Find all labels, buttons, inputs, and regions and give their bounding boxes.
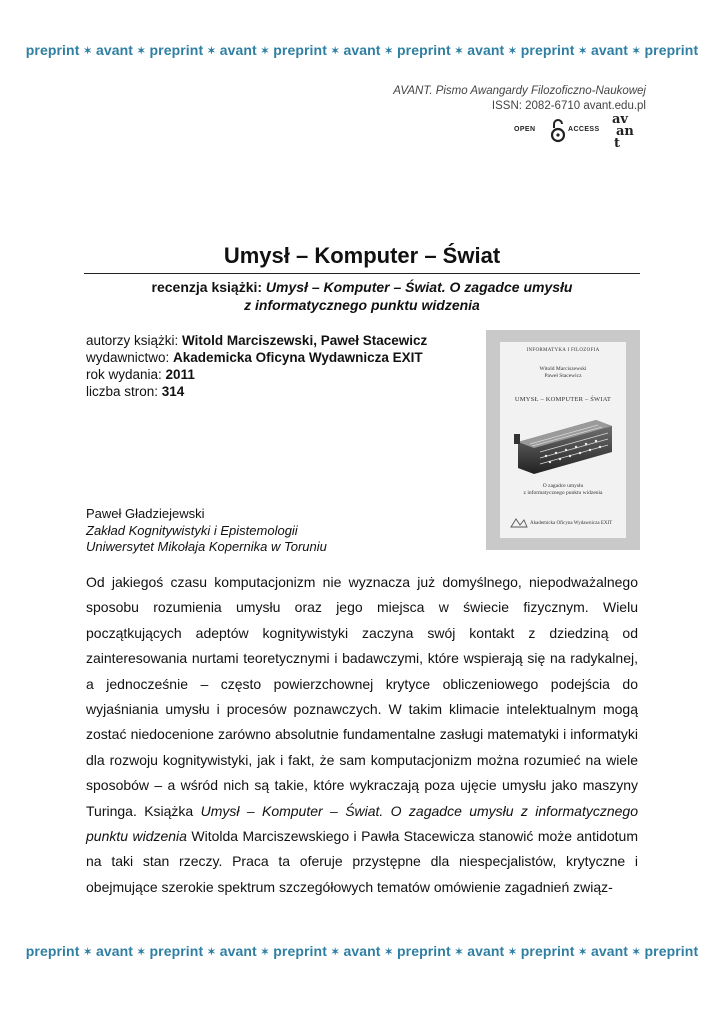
star-icon: ✶ (260, 947, 270, 958)
star-icon: ✶ (83, 947, 92, 958)
banner-word: preprint (397, 42, 451, 58)
pages-label: liczba stron: (86, 384, 162, 399)
star-icon: ✶ (384, 947, 394, 958)
subtitle-book-title-line2: z informatycznego punktu widzenia (244, 297, 480, 313)
star-icon: ✶ (83, 46, 92, 57)
avant-logo-line: t (614, 136, 621, 151)
star-icon: ✶ (137, 947, 146, 958)
banner-word: avant (95, 943, 134, 959)
cover-subtitle-line: O zagadce umysłu (542, 483, 584, 489)
star-icon: ✶ (454, 46, 464, 57)
banner-word: avant (467, 42, 505, 58)
preprint-banner-top (0, 42, 724, 58)
banner-word: preprint (25, 42, 80, 58)
publisher-label: wydawnictwo: (86, 350, 174, 365)
banner-word: avant (467, 943, 505, 959)
authors-label: autorzy książki: (86, 333, 183, 348)
banner-word: avant (343, 943, 381, 959)
star-icon: ✶ (508, 46, 517, 57)
exit-publisher-logo-icon (510, 517, 528, 529)
pages-value: 314 (161, 384, 185, 399)
avant-logo-line: av (612, 112, 628, 127)
star-icon: ✶ (207, 46, 216, 57)
open-access-right-text: ACCESS (568, 126, 600, 133)
avant-logo (612, 114, 644, 154)
star-icon: ✶ (454, 947, 464, 958)
book-cover-image (486, 330, 640, 550)
open-access-logo (514, 112, 644, 154)
banner-word: preprint (644, 943, 699, 959)
banner-word: preprint (149, 42, 204, 58)
review-subtitle (84, 278, 640, 314)
review-body-paragraph (86, 570, 638, 900)
reviewer-university: Uniwersytet Mikołaja Kopernika w Toruniu (86, 539, 327, 554)
banner-word: avant (343, 42, 381, 58)
star-icon: ✶ (137, 46, 146, 57)
banner-word: avant (219, 943, 257, 959)
reviewer-department: Zakład Kognitywistyki i Epistemologii (86, 522, 298, 538)
banner-word: preprint (273, 42, 327, 58)
open-lock-icon (551, 118, 565, 144)
banner-word: preprint (273, 943, 327, 959)
star-icon: ✶ (384, 46, 394, 57)
cover-author: Paweł Stacewicz (544, 373, 582, 379)
reviewer-name: Paweł Gładziejewski (86, 506, 205, 521)
book-cover-page (500, 342, 626, 538)
year-label: rok wydania: (86, 367, 166, 382)
journal-name: AVANT. Pismo Awangardy Filozoficzno-Naukowej (393, 85, 646, 97)
body-book-title: Umysł – Komputer – Świat. O zagadce umysłu z informatycznego punktu widzenia (86, 802, 639, 845)
star-icon: ✶ (578, 947, 587, 958)
banner-word: avant (590, 42, 629, 58)
banner-word: avant (219, 42, 257, 58)
cover-author: Witold Marciszewski (539, 366, 587, 372)
body-text-rest: Witolda Marciszewskiego i Pawła Stacewicza stanowić może antidotum na taki stan rzeczy. Praca ta oferuje przystępne dla niespecjalistów, krytyczne i obejmujące szerokie spektrum szczegółowych tematów omówienie zagadnień związ- (86, 828, 638, 895)
title-divider (84, 273, 640, 274)
year-value: 2011 (165, 367, 195, 382)
banner-word: avant (95, 42, 134, 58)
journal-issn: ISSN: 2082-6710 avant.edu.pl (491, 100, 646, 112)
cover-machine-illustration (510, 412, 616, 476)
banner-word: preprint (520, 42, 575, 58)
banner-word: preprint (644, 42, 699, 58)
page-title: Umysł – Komputer – Świat (223, 243, 501, 268)
subtitle-book-title-line1: Umysł – Komputer – Świat. O zagadce umysłu (265, 279, 573, 295)
star-icon: ✶ (632, 947, 641, 958)
star-icon: ✶ (330, 46, 340, 57)
banner-word: preprint (149, 943, 204, 959)
preprint-banner-bottom (0, 943, 724, 959)
star-icon: ✶ (330, 947, 340, 958)
star-icon: ✶ (260, 46, 270, 57)
banner-word: preprint (520, 943, 575, 959)
star-icon: ✶ (578, 46, 587, 57)
body-text-start: Od jakiegoś czasu komputacjonizm nie wyznacza już domyślnego, niepodważalnego sposobu rozumienia umysłu oraz jego miejsca w świecie fizycznym. Wielu początkujących adeptów kognitywistyki zaczyna swój kontakt z dziedziną od zainteresowania nurtami teoretycznymi i badawczymi, które wspierają się na radykalnej, a jednocześnie – często powierzchownej krytyce obliczeniowego podejścia do wyjaśniania umysłu i procesów poznawczych. W takim klimacie intelektualnym mogą zostać niedocenione zarówno absolutnie fundamentalne zasługi matematyki i informatyki dla rozwoju kognitywistyki, jak i fakt, że sam komputacjonizm można rozumieć na wiele sposobów – a wśród nich są takie, które wykraczają poza ujęcie umysłu jako maszyny Turinga. Książka (86, 574, 638, 819)
star-icon: ✶ (508, 947, 517, 958)
cover-subtitle-line: z informatycznego punktu widzenia (523, 490, 603, 496)
publisher-value: Akademicka Oficyna Wydawnicza EXIT (173, 350, 423, 365)
cover-series: INFORMATYKA I FILOZOFIA (526, 348, 600, 353)
authors-value: Witold Marciszewski, Paweł Stacewicz (182, 333, 428, 348)
banner-word: preprint (397, 943, 451, 959)
cover-subtitle (500, 483, 626, 497)
journal-header (393, 84, 646, 114)
banner-word: avant (590, 943, 629, 959)
cover-title: UMYSŁ – KOMPUTER – ŚWIAT (514, 396, 612, 403)
star-icon: ✶ (632, 46, 641, 57)
book-metadata (86, 332, 427, 400)
open-access-left-text: OPEN (514, 126, 536, 133)
avant-logo-line: an (616, 124, 634, 139)
cover-publisher: Akademicka Oficyna Wydawnicza EXIT (530, 521, 613, 526)
subtitle-prefix: recenzja książki: (151, 279, 266, 295)
reviewer-info (86, 506, 327, 556)
banner-word: preprint (25, 943, 80, 959)
star-icon: ✶ (207, 947, 216, 958)
cover-authors (500, 366, 626, 380)
